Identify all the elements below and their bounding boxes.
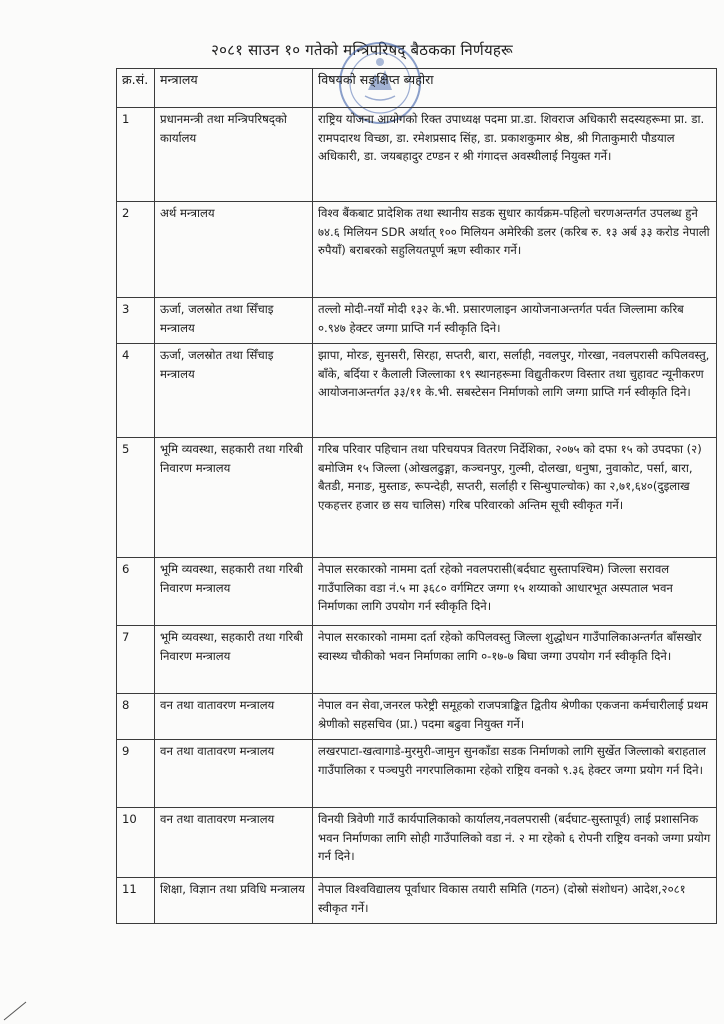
ministry-cell: वन तथा वातावरण मन्त्रालय — [155, 808, 313, 878]
ministry-cell: वन तथा वातावरण मन्त्रालय — [155, 740, 313, 808]
serial-header: क्र.सं. — [117, 69, 155, 108]
subject-cell: नेपाल सरकारको नाममा दर्ता रहेको कपिलवस्तु जिल्ला शुद्धोधन गाउँपालिकाअन्तर्गत बाँसखोर स्वास्थ्य चौकीको भवन निर्माणका लागि ०-१७-७ बिघा जग्गा उपयोग गर्न स्वीकृति दिने। — [313, 626, 717, 694]
subject-cell: नेपाल वन सेवा,जनरल फरेष्ट्री समूहको राजपत्राङ्कित द्वितीय श्रेणीका एकजना कर्मचारीलाई प्रथम श्रेणीको सहसचिव (प्रा.) पदमा बढुवा नियुक्त गर्ने। — [313, 694, 717, 740]
serial-cell: 3 — [117, 298, 155, 344]
decisions-table — [116, 68, 717, 924]
ministry-cell: भूमि व्यवस्था, सहकारी तथा गरिबी निवारण मन्त्रालय — [155, 438, 313, 558]
subject-cell: विनयी त्रिवेणी गाउँ कार्यपालिकाको कार्यालय,नवलपरासी (बर्दघाट-सुस्तापूर्व) लाई प्रशासनिक भवन निर्माणका लागि सोही गाउँपालिको वडा नं. २ मा रहेको ६ रोपनी राष्ट्रिय वनको जग्गा प्रयोग गर्न दिने। — [313, 808, 717, 878]
subject-cell: नेपाल विश्वविद्यालय पूर्वाधार विकास तयारी समिति (गठन) (दोस्रो संशोधन) आदेश,२०८१ स्वीकृत गर्ने। — [313, 878, 717, 924]
subject-cell: गरिब परिवार पहिचान तथा परिचयपत्र वितरण निर्देशिका, २०७५ को दफा १५ को उपदफा (२) बमोजिम १५ जिल्ला (ओखलढुङ्गा, कञ्चनपुर, गुल्मी, दोलखा, धनुषा, नुवाकोट, पर्सा, बारा, बैतडी, मनाङ, मुस्ताङ, रूपन्देही, सप्तरी, सर्लाही र सिन्धुपाल्चोक) का २,७१,६४०(दुइलाख एकहत्तर हजार छ सय चालिस) गरिब परिवारको अन्तिम सूची स्वीकृत गर्ने। — [313, 438, 717, 558]
subject-cell: राष्ट्रिय योजना आयोगको रिक्त उपाध्यक्ष पदमा प्रा.डा. शिवराज अधिकारी सदस्यहरूमा प्रा. डा. रामपदारथ विच्छा, डा. रमेशप्रसाद सिंह, डा. प्रकाशकुमार श्रेष्ठ, श्री गिताकुमारी पौडयाल अधिकारी, डा. जयबहादुर टण्डन र श्री गंगादत्त अवस्थीलाई नियुक्त गर्ने। — [313, 108, 717, 202]
serial-cell: 1 — [117, 108, 155, 202]
ministry-cell: अर्थ मन्त्रालय — [155, 202, 313, 298]
serial-cell: 11 — [117, 878, 155, 924]
ministry-cell: शिक्षा, विज्ञान तथा प्रविधि मन्त्रालय — [155, 878, 313, 924]
page-title: २०८१ साउन १० गतेको मन्त्रिपरिषद् बैठकका निर्णयहरू — [211, 41, 513, 59]
ministry-header: मन्त्रालय — [155, 69, 313, 108]
subject-cell: तल्लो मोदी-नयाँ मोदी १३२ के.भी. प्रसारणलाइन आयोजनाअन्तर्गत पर्वत जिल्लामा करिब ०.९४७ हेक्टर जग्गा प्राप्ति गर्न स्वीकृति दिने। — [313, 298, 717, 344]
ministry-cell: भूमि व्यवस्था, सहकारी तथा गरिबी निवारण मन्त्रालय — [155, 626, 313, 694]
serial-cell: 4 — [117, 344, 155, 438]
ministry-cell: प्रधानमन्त्री तथा मन्त्रिपरिषद्को कार्यालय — [155, 108, 313, 202]
serial-cell: 10 — [117, 808, 155, 878]
table-row — [117, 202, 717, 298]
ministry-cell: ऊर्जा, जलस्रोत तथा सिँचाइ मन्त्रालय — [155, 298, 313, 344]
ministry-cell: वन तथा वातावरण मन्त्रालय — [155, 694, 313, 740]
pen-mark — [0, 980, 60, 1024]
table-row — [117, 740, 717, 808]
table-row — [117, 694, 717, 740]
serial-cell: 5 — [117, 438, 155, 558]
table-row — [117, 558, 717, 626]
ministry-cell: ऊर्जा, जलस्रोत तथा सिँचाइ मन्त्रालय — [155, 344, 313, 438]
table-row — [117, 298, 717, 344]
serial-cell: 9 — [117, 740, 155, 808]
serial-cell: 7 — [117, 626, 155, 694]
subject-cell: झापा, मोरङ, सुनसरी, सिरहा, सप्तरी, बारा, सर्लाही, नवलपुर, गोरखा, नवलपरासी कपिलवस्तु, बाँके, बर्दिया र कैलाली जिल्लाका १९ स्थानहरूमा विद्युतीकरण विस्तार तथा चुहावट न्यूनीकरण आयोजनाअन्तर्गत ३३/११ के.भी. सबस्टेसन निर्माणको लागि जग्गा प्राप्ति गर्न स्वीकृति दिने। — [313, 344, 717, 438]
subject-cell: विश्व बैंकबाट प्रादेशिक तथा स्थानीय सडक सुधार कार्यक्रम-पहिलो चरणअन्तर्गत उपलब्ध हुने ७४.६ मिलियन SDR अर्थात् १०० मिलियन अमेरिकी डलर (करिब रु. १३ अर्ब ३३ करोड नेपाली रुपैयाँ) बराबरको सहुलियतपूर्ण ऋण स्वीकार गर्ने। — [313, 202, 717, 298]
serial-cell: 2 — [117, 202, 155, 298]
table-row — [117, 108, 717, 202]
serial-cell: 8 — [117, 694, 155, 740]
table-row — [117, 878, 717, 924]
table-row — [117, 438, 717, 558]
subject-header: विषयको सङ्क्षिप्त ब्यहोरा — [313, 69, 717, 108]
table-row — [117, 344, 717, 438]
table-row — [117, 626, 717, 694]
subject-cell: नेपाल सरकारको नाममा दर्ता रहेको नवलपरासी(बर्दघाट सुस्तापश्चिम) जिल्ला सरावल गाउँपालिका वडा नं.५ मा ३६८० वर्गमिटर जग्गा १५ शय्याको आधारभूत अस्पताल भवन निर्माणका लागि उपयोग गर्न स्वीकृति दिने। — [313, 558, 717, 626]
table-row — [117, 808, 717, 878]
serial-cell: 6 — [117, 558, 155, 626]
ministry-cell: भूमि व्यवस्था, सहकारी तथा गरिबी निवारण मन्त्रालय — [155, 558, 313, 626]
subject-cell: लखरपाटा-खत्वागाडे-मुरमुरी-जामुन सुनकाँडा सडक निर्माणको लागि सुर्खेत जिल्लाको बराहताल गाउँपालिका र पञ्चपुरी नगरपालिकामा रहेको राष्ट्रिय वनको ९.३६ हेक्टर जग्गा प्रयोग गर्न दिने। — [313, 740, 717, 808]
table-header-row — [117, 69, 717, 108]
